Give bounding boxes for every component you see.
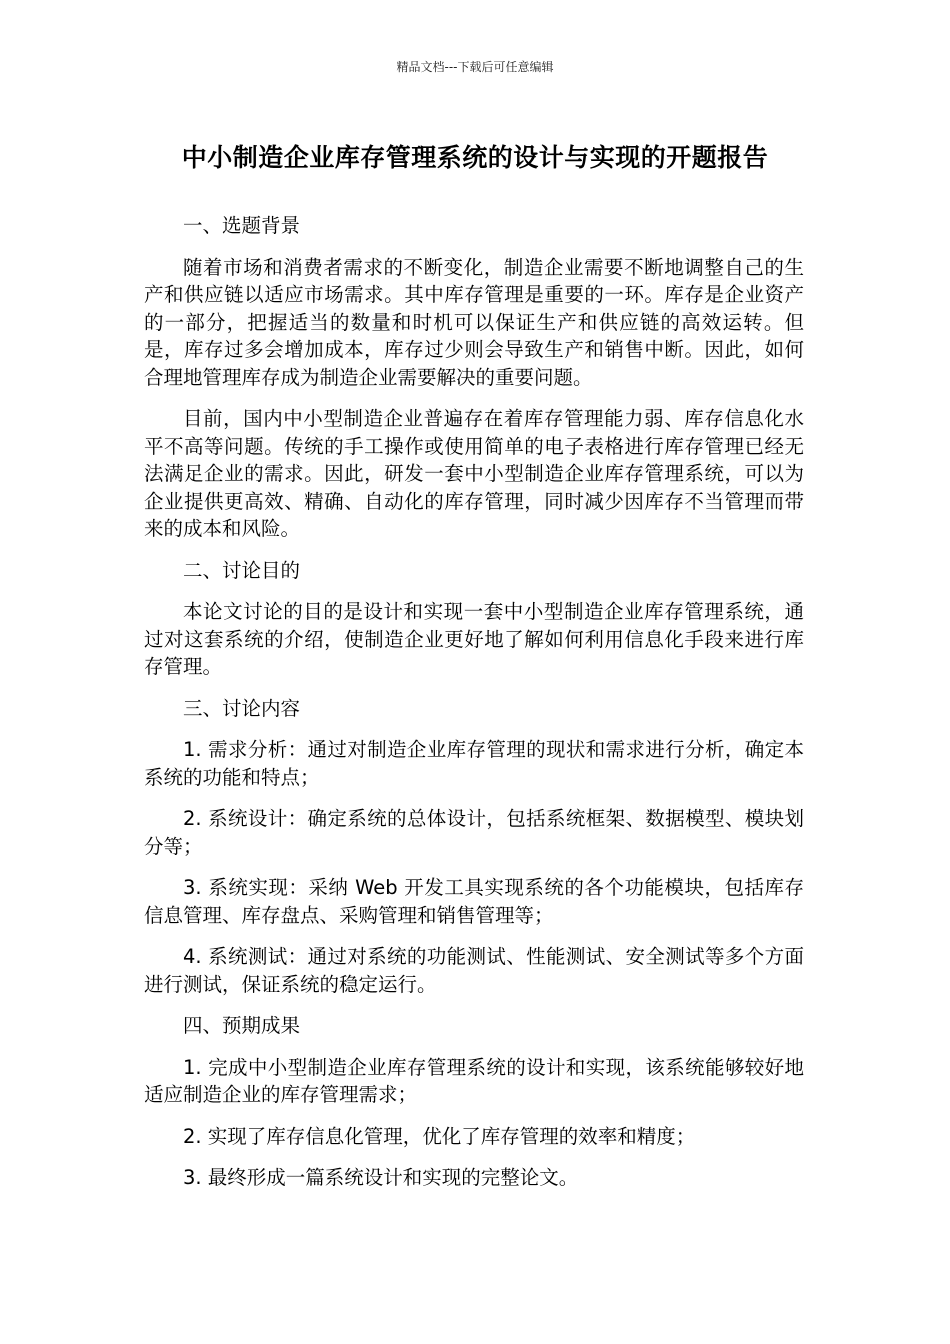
list-item-outcome-2: 2. 实现了库存信息化管理，优化了库存管理的效率和精度； [183, 1124, 696, 1148]
paragraph-background-1: 随着市场和消费者需求的不断变化，制造企业需要不断地调整自己的生产和供应链以适应市场需求。其中库存管理是重要的一环。库存是企业资产的一部分，把握适当的数量和时机可以保证生产和供应链的高效运转。但是，库存过多会增加成本，库存过少则会导致生产和销售中断。因此，如何合理地管理库存成为制造企业需要解决的重要问题。 [144, 255, 804, 389]
list-item-content-1: 1. 需求分析：通过对制造企业库存管理的现状和需求进行分析，确定本系统的功能和特点； [144, 738, 804, 789]
document-title: 中小制造企业库存管理系统的设计与实现的开题报告 [181, 143, 769, 172]
section-heading-outcomes: 四、预期成果 [183, 1014, 301, 1037]
list-item-content-4: 4. 系统测试：通过对系统的功能测试、性能测试、安全测试等多个方面进行测试，保证系统的稳定运行。 [144, 945, 804, 996]
list-item-content-3: 3. 系统实现：采纳 Web 开发工具实现系统的各个功能模块，包括库存信息管理、库存盘点、采购管理和销售管理等； [144, 876, 804, 927]
section-heading-content: 三、讨论内容 [183, 696, 301, 720]
list-item-outcome-1: 1. 完成中小型制造企业库存管理系统的设计和实现，该系统能够较好地适应制造企业的库存管理需求； [144, 1055, 804, 1106]
list-item-outcome-3: 3. 最终形成一篇系统设计和实现的完整论文。 [183, 1166, 579, 1189]
paragraph-background-2: 目前，国内中小型制造企业普遍存在着库存管理能力弱、库存信息化水平不高等问题。传统的手工操作或使用简单的电子表格进行库存管理已经无法满足企业的需求。因此，研发一套中小型制造企业库存管理系统，可以为企业提供更高效、精确、自动化的库存管理，同时减少因库存不当管理而带来的成本和风险。 [144, 407, 804, 540]
section-heading-background: 一、选题背景 [183, 214, 301, 237]
paragraph-purpose: 本论文讨论的目的是设计和实现一套中小型制造企业库存管理系统，通过对这套系统的介绍，使制造企业更好地了解如何利用信息化手段来进行库存管理。 [144, 600, 804, 678]
header-note: 精品文档---下载后可任意编辑 [396, 60, 554, 74]
list-item-content-2: 2. 系统设计：确定系统的总体设计，包括系统框架、数据模型、模块划分等； [144, 807, 804, 858]
section-heading-purpose: 二、讨论目的 [183, 558, 301, 582]
document-body [144, 212, 804, 1206]
